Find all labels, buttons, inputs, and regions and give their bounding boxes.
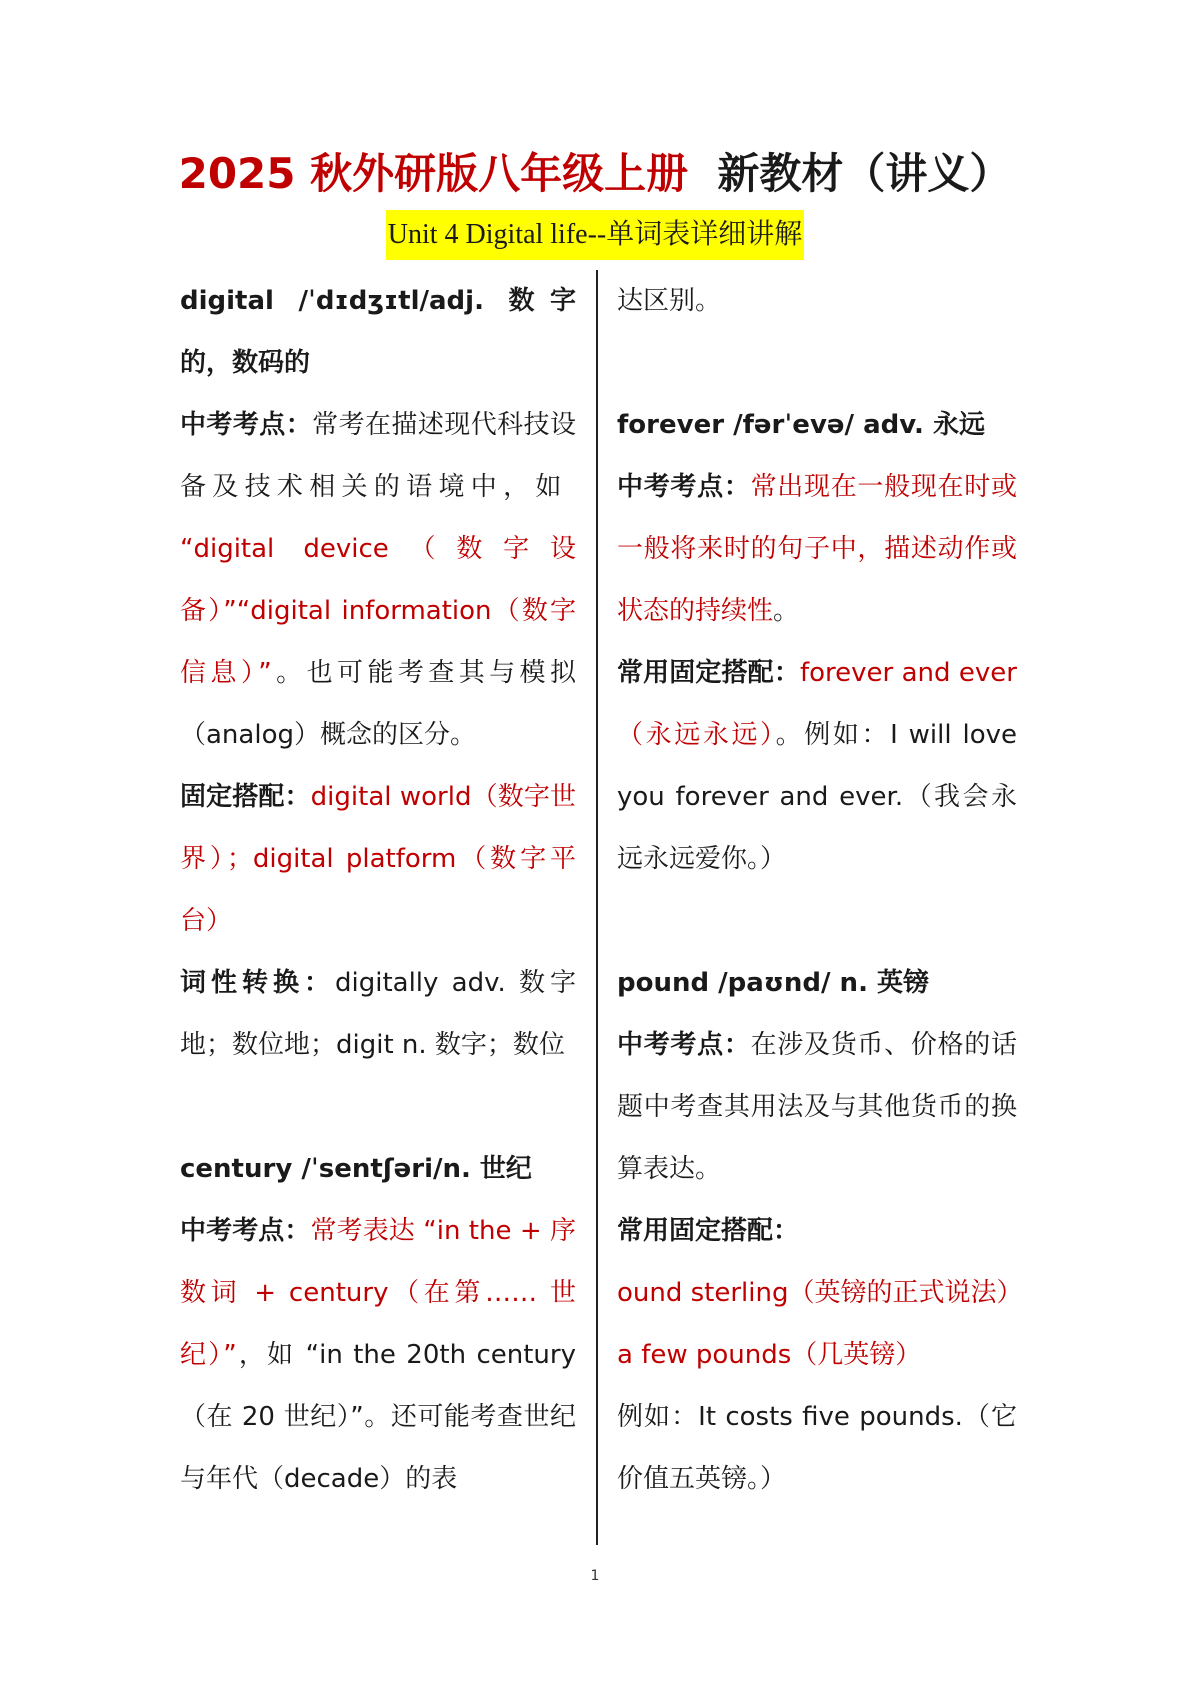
- exam-label: 中考考点：: [617, 472, 751, 502]
- collocation-highlight: forever and ever（永远永远）: [617, 658, 1017, 750]
- column-divider: [596, 270, 598, 1545]
- collocation-digital: [180, 766, 576, 952]
- collocation-text: 。例如：I will love you forever and ever.（我会永远永远爱你。）: [617, 720, 1017, 874]
- collocation-item-2: a few pounds（几英镑）: [617, 1340, 922, 1370]
- exam-point-digital: [180, 394, 576, 766]
- collocation-text: digital world（数字世界）；digital platform（数字平台）: [180, 782, 576, 936]
- exam-point-pound: [617, 1014, 1017, 1200]
- exam-text-2: 。也可能考查其与模拟（analog）概念的区分。: [180, 658, 576, 750]
- conversion-label: 词性转换：: [180, 968, 335, 998]
- entry-head-forever: forever /fərˈevə/ adv. 永远: [617, 410, 985, 440]
- conversion-digital: [180, 952, 576, 1076]
- entry-head-pound: pound /paʊnd/ n. 英镑: [617, 968, 930, 998]
- subtitle-wrap: [0, 210, 1190, 260]
- century-continuation: 达区别。: [617, 286, 722, 316]
- exam-highlight: “digital device（数字设备）”“digital information（数字信息）”: [180, 534, 576, 688]
- example-pound: 例如：It costs five pounds.（它价值五英镑。）: [617, 1402, 1017, 1494]
- page-number: 1: [590, 1568, 600, 1584]
- collocation-item-1: ound sterling（英镑的正式说法）: [617, 1278, 1023, 1308]
- spacer: [617, 332, 1017, 394]
- title-black-part: 新教材（讲义）: [717, 149, 1012, 198]
- entry-head-digital: digital /ˈdɪdʒɪtl/adj. 数字的，数码的: [180, 286, 576, 378]
- exam-highlight: 常出现在一般现在时或一般将来时的句子中，描述动作或状态的持续性: [617, 472, 1017, 626]
- exam-text: 常考在描述现代科技设备及技术相关的语境中，如: [180, 410, 576, 502]
- collocation-label: 固定搭配：: [180, 782, 311, 812]
- exam-highlight: 常考表达 “in the + 序数词 + century（在第…… 世纪）”: [180, 1216, 576, 1370]
- spacer: [180, 1076, 576, 1138]
- right-column: [617, 270, 1023, 1510]
- entry-head-century: century /ˈsentʃəri/n. 世纪: [180, 1154, 532, 1184]
- exam-label: 中考考点：: [180, 1216, 311, 1246]
- left-column: [180, 270, 576, 1510]
- collocation-forever: [617, 642, 1017, 890]
- exam-text: 在涉及货币、价格的话题中考查其用法及与其他货币的换算表达。: [617, 1030, 1017, 1184]
- title-red-part: 2025 秋外研版八年级上册: [178, 149, 689, 198]
- exam-label: 中考考点：: [617, 1030, 751, 1060]
- exam-point-forever: [617, 456, 1017, 642]
- exam-point-century: [180, 1200, 576, 1510]
- exam-label: 中考考点：: [180, 410, 313, 440]
- exam-text: ，如 “in the 20th century（在 20 世纪）”。还可能考查世纪与年代（decade）的表: [180, 1340, 576, 1494]
- collocation-label-pound: 常用固定搭配：: [617, 1216, 800, 1246]
- spacer: [617, 890, 1017, 952]
- document-title: [0, 146, 1190, 202]
- exam-end: 。: [773, 596, 800, 626]
- document-subtitle: Unit 4 Digital life--单词表详细讲解: [386, 210, 805, 260]
- conversion-text: digitally adv. 数字地；数位地；digit n. 数字；数位: [180, 968, 576, 1060]
- collocation-label: 常用固定搭配：: [617, 658, 800, 688]
